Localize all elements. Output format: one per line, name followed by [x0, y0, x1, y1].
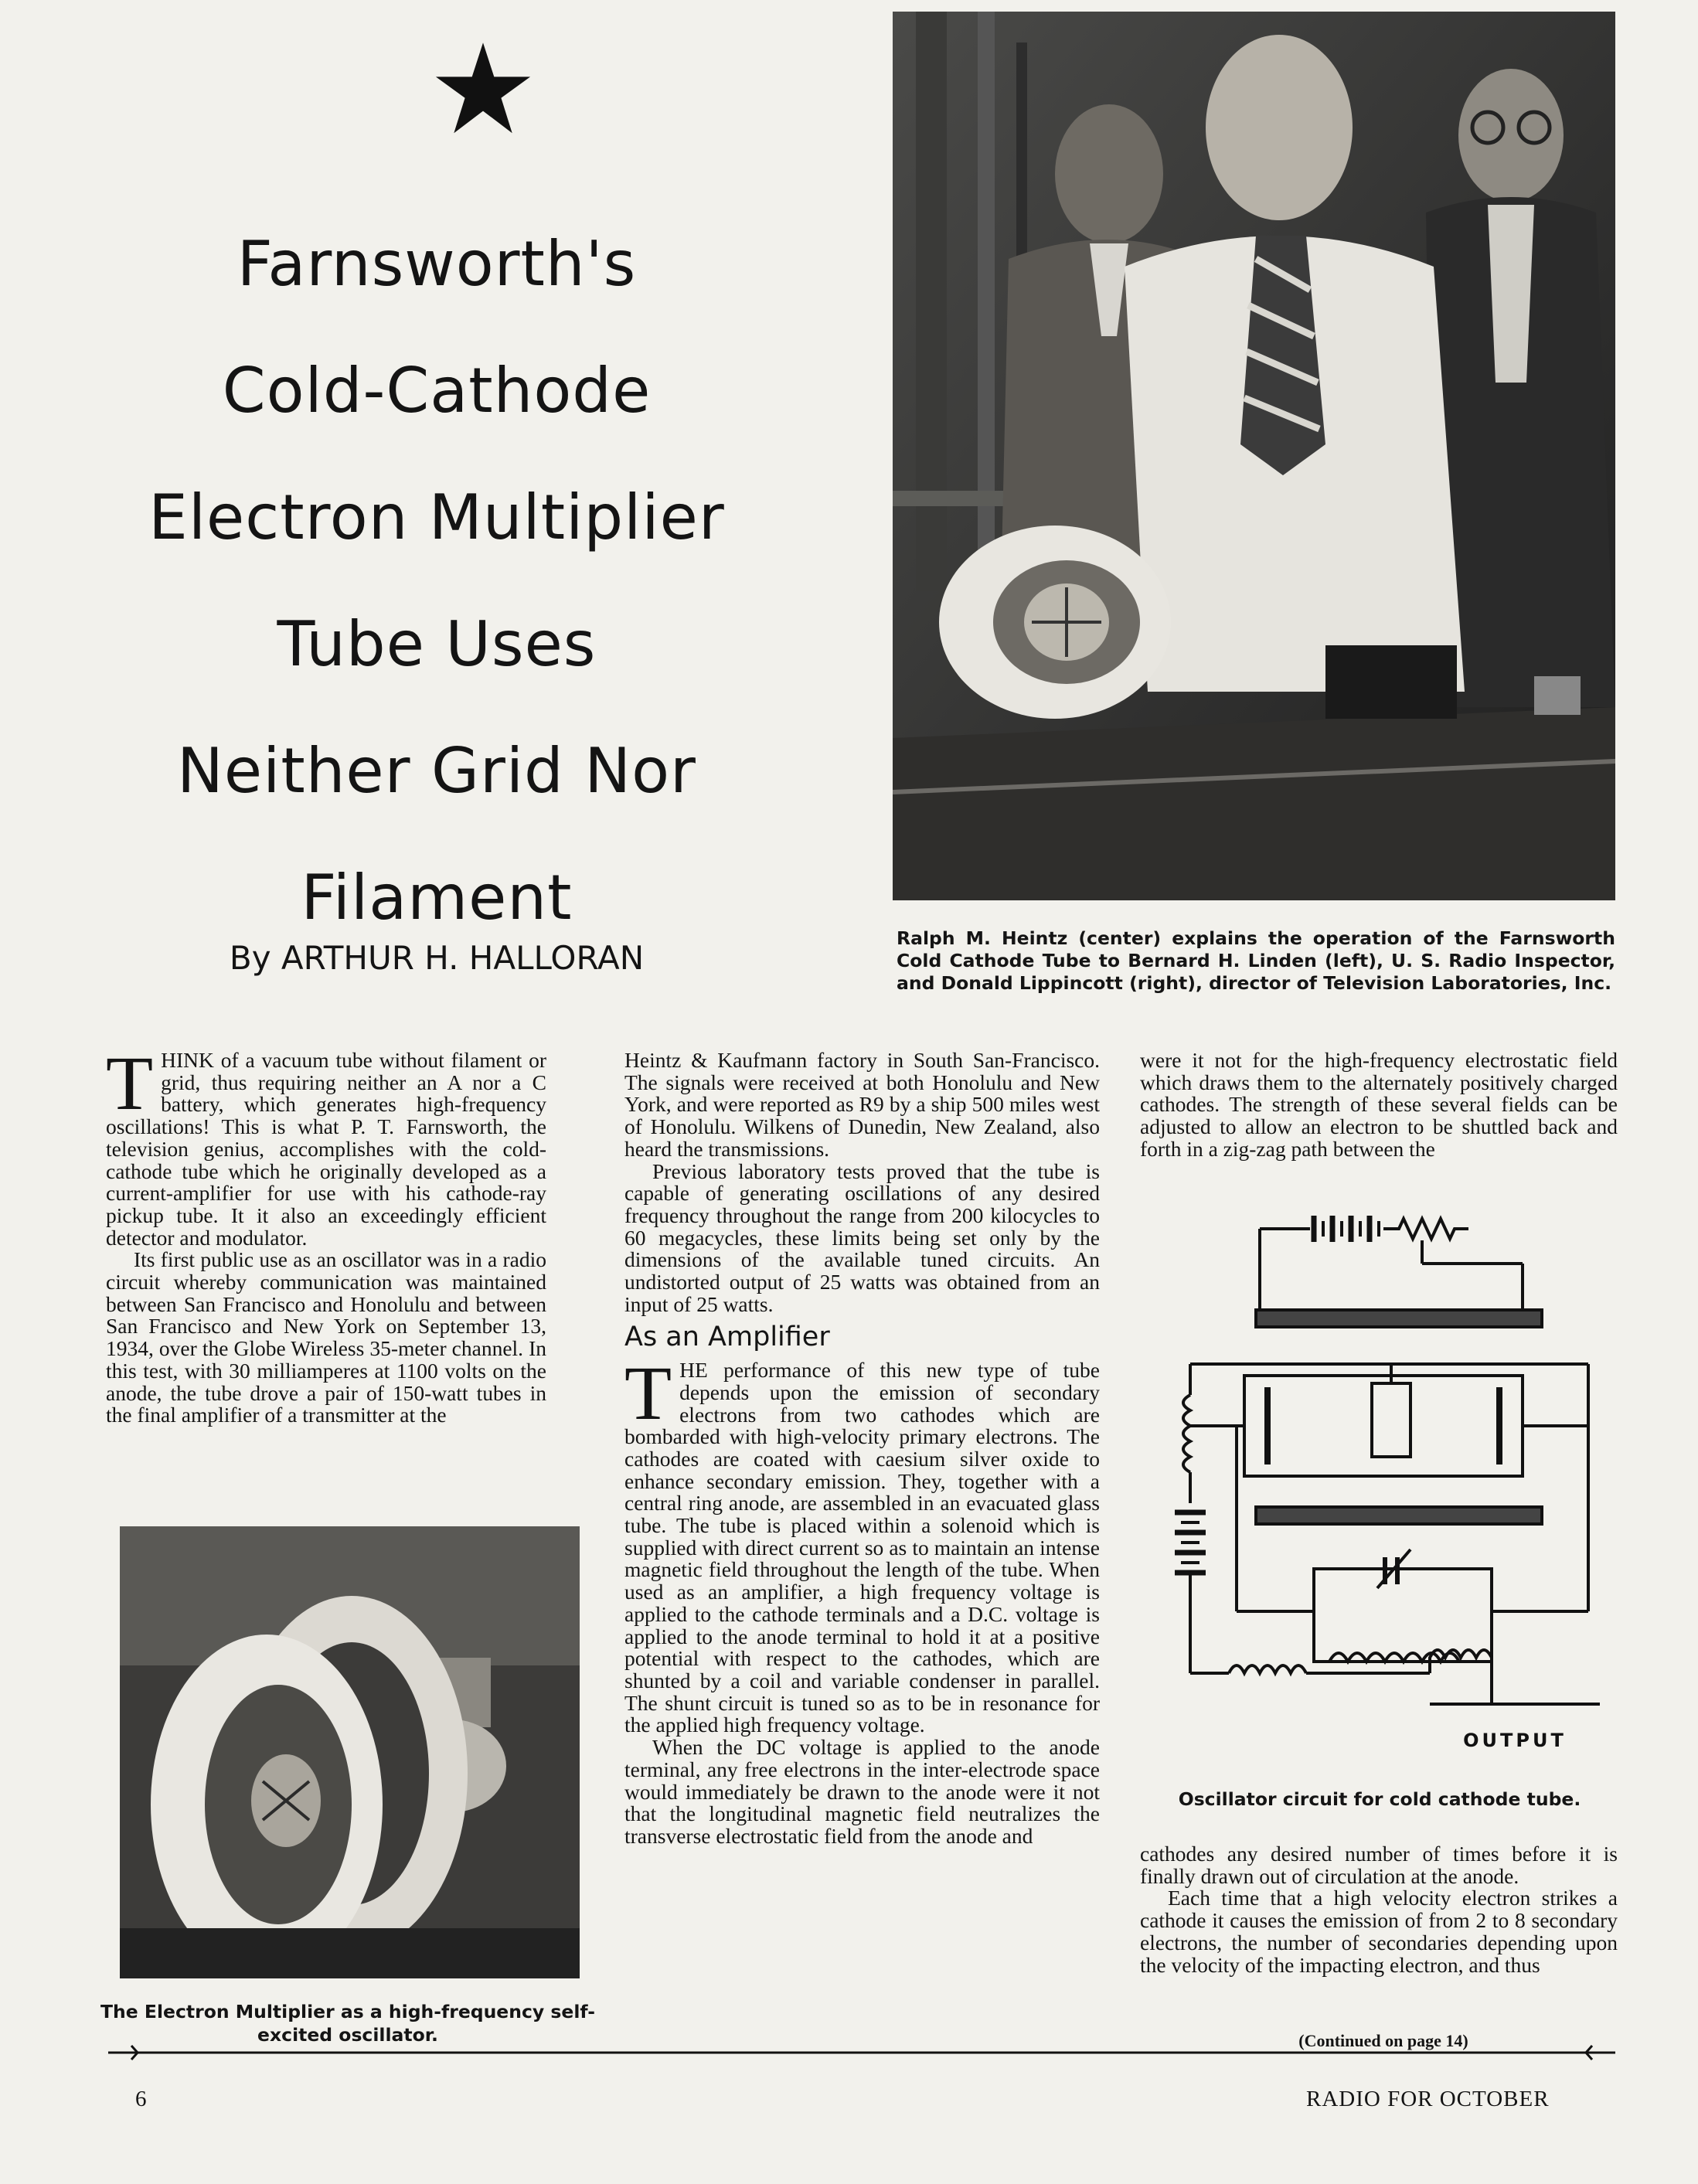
col1-paragraph-1: HINK of a vacuum tube without filament or grid, thus requiring neither an A nor a C battery, which generates high-frequency oscillations! This is what P. T. Farnsworth, the television genius, accomplishes with the cold-cathode tube which he originally developed as a current-amplifier for use with his cathode-ray pickup tube. It it also an exceedingly efficient detector and modulator. [106, 1048, 546, 1250]
top-photo-image [893, 12, 1615, 900]
col2-paragraph-4: When the DC voltage is applied to the anode terminal, any free electrons in the inter-electrode space would immediately be drawn to the anode were it not that the longitudinal magnetic field neutralizes the transverse electrostatic field from the anode and [624, 1735, 1100, 1848]
battery-icon-2 [1175, 1512, 1206, 1573]
continued-note: (Continued on page 14) [1298, 2031, 1468, 2050]
col2-paragraph-1: Heintz & Kaufmann factory in South San-Francisco. The signals were received at both Honolulu and New York, and were reported as R9 by a ship 500 miles west of Honolulu. Wilkens of Dunedin, New Zealand, also heard the transmissions. [624, 1048, 1100, 1161]
article-title [93, 201, 781, 961]
drop-cap-2: T [624, 1350, 672, 1437]
bottom-photo-image [120, 1526, 580, 1978]
column-3-bottom [1140, 1843, 1618, 1976]
title-line-4: Tube Uses [277, 608, 597, 680]
top-photo-caption: Ralph M. Heintz (center) explains the operation of the Farnsworth Cold Cathode Tube to Bernard H. Linden (left), U. S. Radio Inspector, and Donald Lippincott (right), director of Television Laboratories, Inc. [897, 927, 1615, 994]
oscillator-circuit-diagram [1167, 1209, 1600, 1774]
column-2 [624, 1049, 1100, 1848]
output-label: OUTPUT [1463, 1730, 1567, 1751]
title-line-2: Cold-Cathode [222, 355, 652, 427]
col3-paragraph-2: cathodes any desired number of times before it is finally drawn out of circulation at the anode. [1140, 1842, 1618, 1888]
bottom-photo [120, 1526, 580, 1978]
drop-cap: T [106, 1040, 154, 1126]
battery-icon [1314, 1216, 1379, 1242]
column-3-top [1140, 1049, 1618, 1161]
footer-rule [100, 2043, 1623, 2063]
page-number: 6 [135, 2087, 148, 2111]
diagram-caption: Oscillator circuit for cold cathode tube. [1178, 1788, 1581, 1810]
col2-paragraph-2: Previous laboratory tests proved that the tube is capable of generating oscillations of any desired frequency throughout the range from 200 kilocycles to 60 megacycles, these limits being set only by the dimensions of the available tuned circuits. An undistorted output of 25 watts was obtained from an input of 25 watts. [624, 1158, 1100, 1316]
column-1 [106, 1040, 546, 1427]
bottom-photo-caption: The Electron Multiplier as a high-frequency self-excited oscillator. [100, 2001, 595, 2046]
coil-icon [1183, 1395, 1190, 1472]
col3-paragraph-3: Each time that a high velocity electron strikes a cathode it causes the emission of from 2 to 8 secondary electrons, the number of secondaries depending upon the velocity of the impacting electron, and thus [1140, 1886, 1618, 1977]
resistor-icon [1383, 1219, 1468, 1239]
col3-paragraph-1: were it not for the high-frequency electrostatic field which draws them to the alternately positively charged cathodes. The strength of these several fields can be adjusted to allow an electron to be shuttled back and forth in a zig-zag path between the [1140, 1048, 1618, 1161]
col1-paragraph-2: Its first public use as an oscillator was in a radio circuit whereby communication was maintained between San Francisco and Honolulu and between San Francisco and New York on September 13, 1934, over the Globe Wireless 35-meter channel. In this test, with 30 milliamperes at 1100 volts on the anode, the tube drove a pair of 150-watt tubes in the final amplifier of a transmitter at the [106, 1247, 546, 1427]
title-line-3: Electron Multiplier [148, 481, 725, 553]
title-line-1: Farnsworth's [236, 228, 637, 300]
title-line-6: Filament [301, 862, 573, 934]
byline: By ARTHUR H. HALLORAN [229, 939, 645, 977]
section-heading: As an Amplifier [624, 1322, 830, 1353]
star-ornament [433, 39, 533, 139]
publication-name: RADIO FOR OCTOBER [1306, 2087, 1550, 2111]
title-line-5: Neither Grid Nor [177, 735, 696, 807]
choke-coil-icon [1229, 1665, 1306, 1673]
col2-paragraph-3: HE performance of this new type of tube depends upon the emission of secondary electrons from two cathodes which are bombarded with high-velocity primary electrons. The cathodes are coated with caesium silver oxide to enhance secondary emission. They, together with a central ring anode, are assembled in an evacuated glass tube. The tube is placed within a solenoid which is supplied with direct current so as to maintain an intense magnetic field throughout the length of the tube. When used as an amplifier, a high frequency voltage is applied to the cathode terminals and a D.C. voltage is applied to the anode terminal to hold it at a positive potential with respect to the cathodes, which are shunted by a coil and variable condenser in parallel. The shunt circuit is tuned so as to be in resonance for the applied high frequency voltage. [624, 1358, 1100, 1737]
top-photo [893, 12, 1615, 900]
